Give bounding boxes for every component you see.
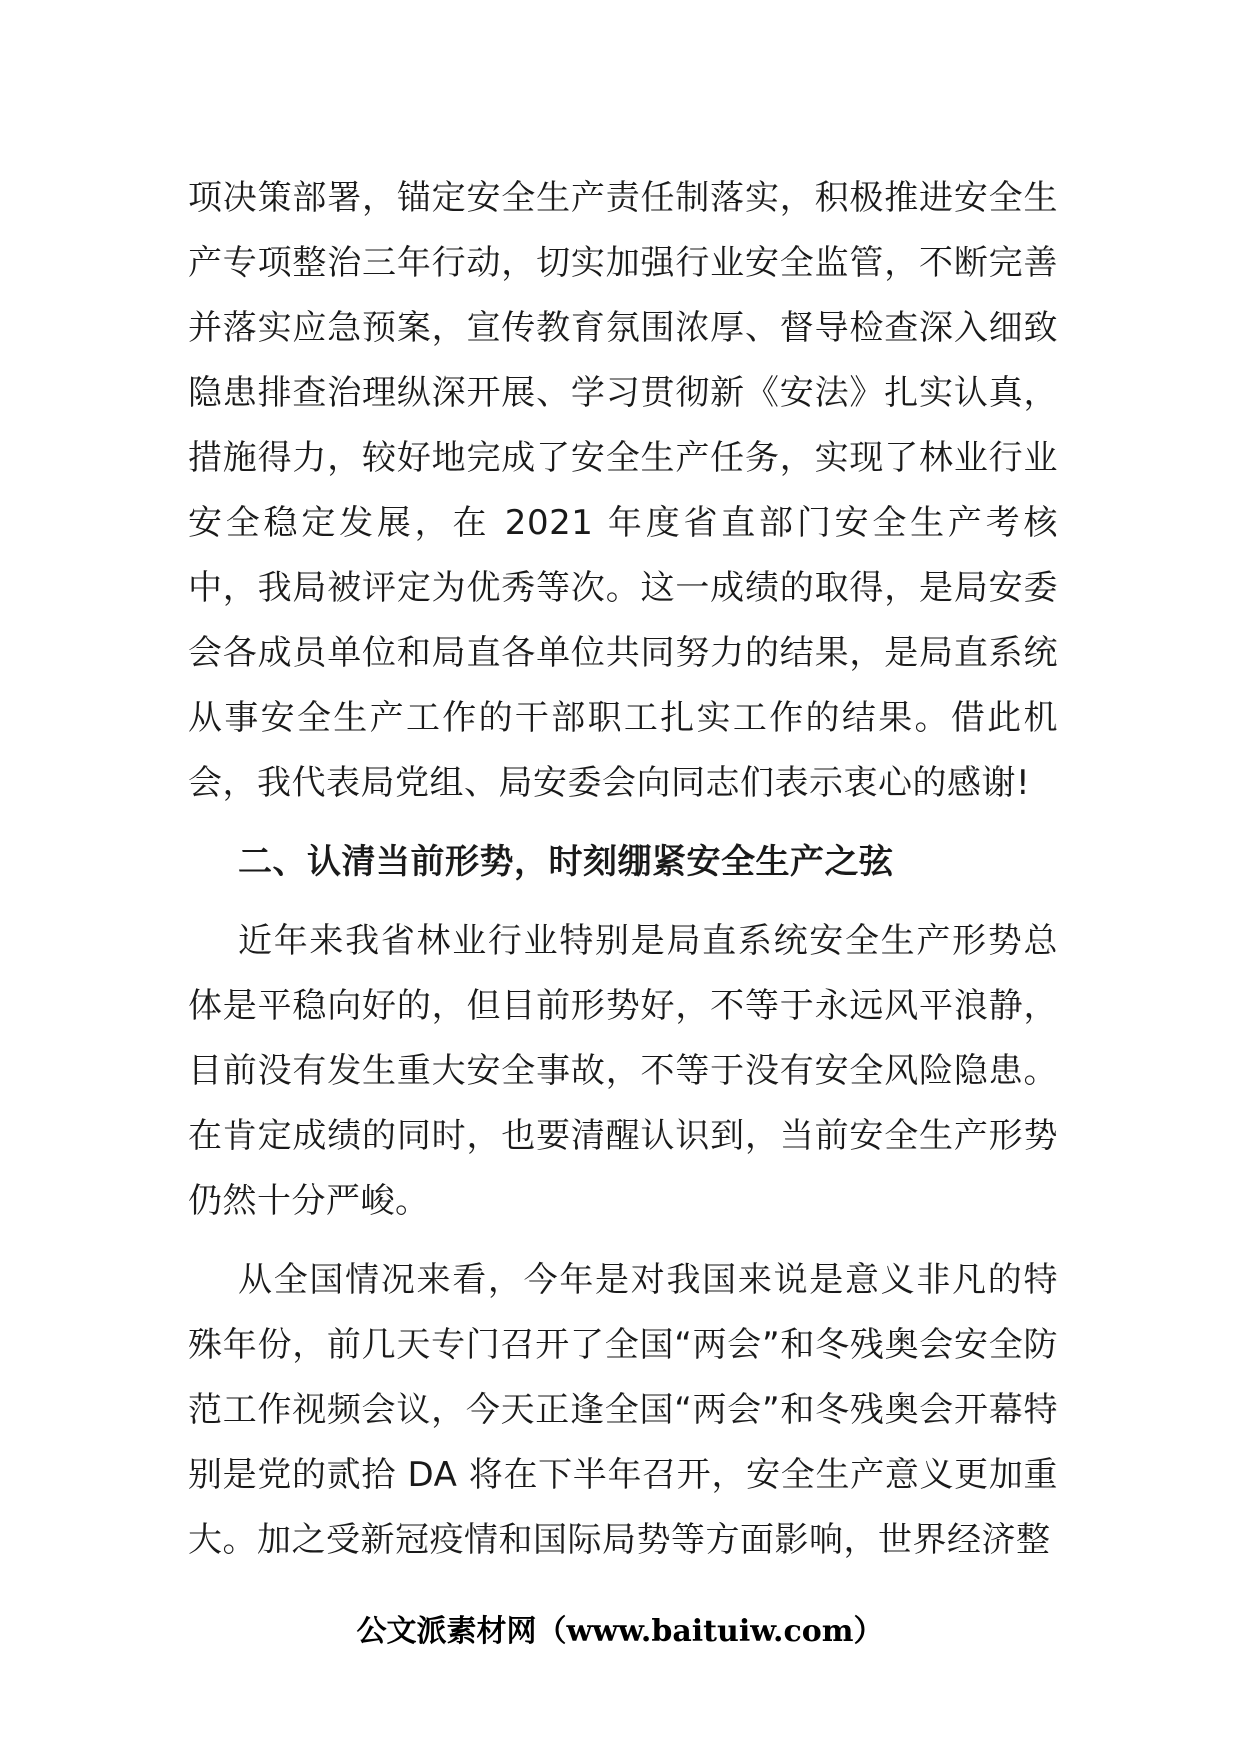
paragraph-gap xyxy=(188,1234,1058,1248)
paragraph-gap xyxy=(188,816,1058,830)
paragraph-gap xyxy=(188,895,1058,909)
section-heading-2: 二、认清当前形势，时刻绷紧安全生产之弦 xyxy=(238,842,894,882)
paragraph-1: 项决策部署，锚定安全生产责任制落实，积极推进安全生产专项整治三年行动，切实加强行业安全监管，不断完善并落实应急预案，宣传教育氛围浓厚、督导检查深入细致隐患排查治理纵深开展、学习贯彻新《安法》扎实认真，措施得力，较好地完成了安全生产任务，实现了林业行业安全稳定发展，在 2021 年度省直部门安全生产考核中，我局被评定为优秀等次。这一成绩的取得，是局安委会各成员单位和局直各单位共同努力的结果，是局直系统从事安全生产工作的干部职工扎实工作的结果。借此机会，我代表局党组、局安委会向同志们表示衷心的感谢! xyxy=(188,178,1058,803)
footer-watermark: 公文派素材网（www.baituiw.com） xyxy=(356,1614,884,1649)
paragraph-3: 从全国情况来看，今年是对我国来说是意义非凡的特殊年份，前几天专门召开了全国“两会”和冬残奥会安全防范工作视频会议，今天正逢全国“两会”和冬残奥会开幕特别是党的贰拾 DA 将在下半年召开，安全生产意义更加重大。加之受新冠疫情和国际局势等方面影响，世界经济整 xyxy=(188,1260,1058,1560)
paragraph-2: 近年来我省林业行业特别是局直系统安全生产形势总体是平稳向好的，但目前形势好，不等于永远风平浪静，目前没有发生重大安全事故，不等于没有安全风险隐患。在肯定成绩的同时，也要清醒认识到，当前安全生产形势仍然十分严峻。 xyxy=(188,921,1058,1221)
document-body xyxy=(188,166,1058,1573)
